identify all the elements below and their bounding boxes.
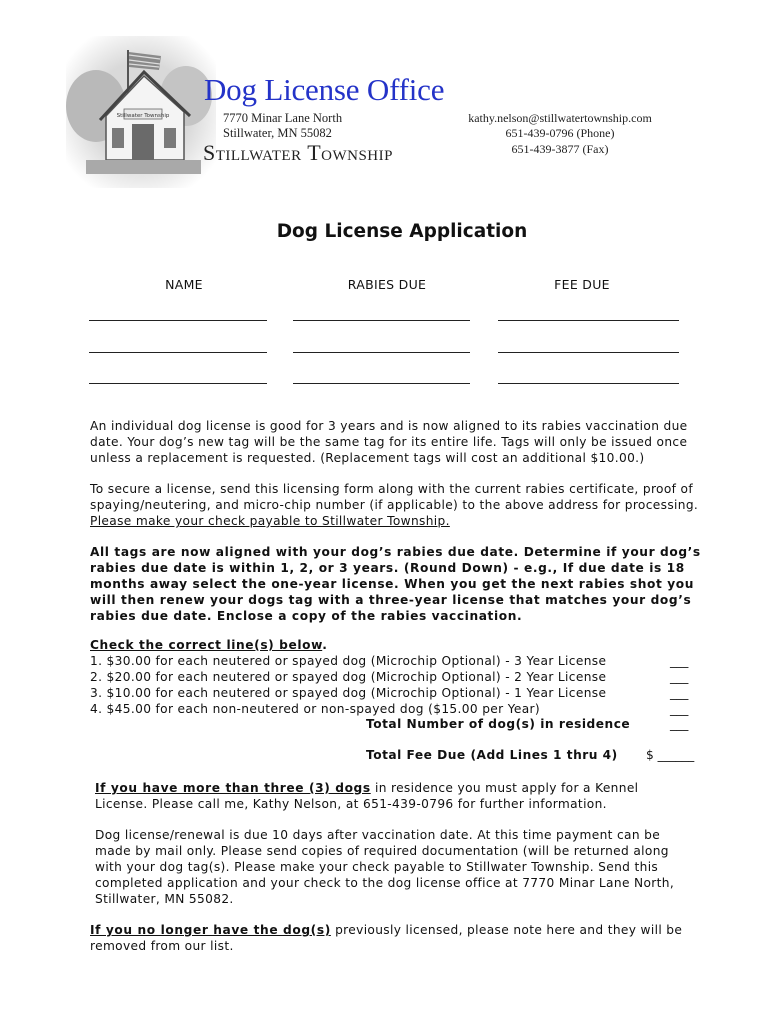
total-dogs-blank[interactable]: ___ (670, 717, 689, 731)
no-longer-rest: previously licensed, please note here and they will be removed from our list. (90, 923, 683, 953)
license-option-4-blank[interactable]: ___ (670, 702, 689, 716)
rabies-due-line-1[interactable] (293, 320, 470, 321)
column-header-fee-due: FEE DUE (554, 277, 610, 292)
license-option-4: 4. $45.00 for each non-neutered or non-spayed dog ($15.00 per Year) (90, 702, 541, 716)
license-option-1-blank[interactable]: ___ (670, 654, 689, 668)
license-option-3: 3. $10.00 for each neutered or spayed dog (Microchip Optional) - 1 Year License (90, 686, 607, 700)
rabies-due-line-3[interactable] (293, 383, 470, 384)
aligned-text: All tags are now aligned with your dog’s rabies due date. Determine if your dog’s rabies due date is within 1, 2, or 3 years. (Round Down) - e.g., If due date is 18 months away select the one-year license. When you get the next rabies shot you will then renew your dogs tag with a three-year license that matches your dog’s rabies due date. Enclose a copy of the rabies vaccination. (90, 545, 701, 623)
intro-paragraph (90, 418, 710, 466)
check-lines-heading-text: Check the correct line(s) below (90, 638, 323, 652)
township-hall-logo-image (66, 36, 216, 188)
application-title: Dog License Application (276, 221, 528, 242)
secure-paragraph (90, 481, 710, 529)
license-option-2: 2. $20.00 for each neutered or spayed dog (Microchip Optional) - 2 Year License (90, 670, 607, 684)
license-option-2-blank[interactable]: ___ (670, 670, 689, 684)
check-payable-text: Please make your check payable to Stillwater Township. (90, 514, 450, 528)
name-line-2[interactable] (89, 352, 267, 353)
license-option-3-blank[interactable]: ___ (670, 686, 689, 700)
column-header-rabies-due: RABIES DUE (347, 277, 427, 292)
column-header-name: NAME (165, 277, 203, 292)
secure-text: To secure a license, send this licensing form along with the current rabies certificate, proof of spaying/neutering, and micro-chip number (if applicable) to the above address for processing. (90, 482, 699, 512)
fee-due-line-2[interactable] (498, 352, 679, 353)
name-line-3[interactable] (89, 383, 267, 384)
license-option-1: 1. $30.00 for each neutered or spayed dog (Microchip Optional) - 3 Year License (90, 654, 607, 668)
total-dogs-label: Total Number of dog(s) in residence (366, 717, 631, 731)
total-fee-label: Total Fee Due (Add Lines 1 thru 4) (366, 748, 618, 762)
renewal-text: Dog license/renewal is due 10 days after vaccination date. At this time payment can be made by mail only. Please send copies of required documentation (will be returned along with your dog tag(s). Please make your check payable to Stillwater Township. Send this completed application and your check to the dog license office at 7770 Minar Lane North, Stillwater, MN 55082. (95, 828, 675, 906)
intro-text: An individual dog license is good for 3 years and is now aligned to its rabies vaccination due date. Your dog’s new tag will be the same tag for its entire life. Tags will only be issued once unless a replacement is requested. (Replacement tags will cost an additional $10.00.) (90, 419, 688, 465)
total-fee-blank[interactable]: $ ______ (646, 748, 695, 762)
name-line-1[interactable] (89, 320, 267, 321)
kennel-lead: If you have more than three (3) dogs (95, 781, 371, 795)
aligned-paragraph (90, 544, 710, 624)
no-longer-paragraph (90, 922, 690, 954)
address-line-1: 7770 Minar Lane North (223, 111, 343, 125)
contact-fax: 651-439-3877 (Fax) (511, 142, 609, 156)
kennel-paragraph (95, 780, 695, 812)
check-lines-heading-suffix: . (322, 638, 328, 652)
kennel-rest: in residence you must apply for a Kennel License. Please call me, Kathy Nelson, at 651-439-0796 for further information. (95, 781, 639, 811)
hall-sign-text: Stillwater Township (116, 113, 170, 119)
contact-phone: 651-439-0796 (Phone) (505, 126, 615, 140)
no-longer-lead: If you no longer have the dog(s) (90, 923, 331, 937)
fee-due-line-1[interactable] (498, 320, 679, 321)
check-lines-heading (90, 638, 327, 652)
fee-due-line-3[interactable] (498, 383, 679, 384)
address-line-2: Stillwater, MN 55082 (223, 126, 332, 140)
rabies-due-line-2[interactable] (293, 352, 470, 353)
contact-email: kathy.nelson@stillwatertownship.com (468, 111, 652, 125)
renewal-paragraph (95, 827, 695, 907)
township-name: Stillwater Township (203, 140, 393, 165)
office-title: Dog License Office (204, 72, 445, 107)
